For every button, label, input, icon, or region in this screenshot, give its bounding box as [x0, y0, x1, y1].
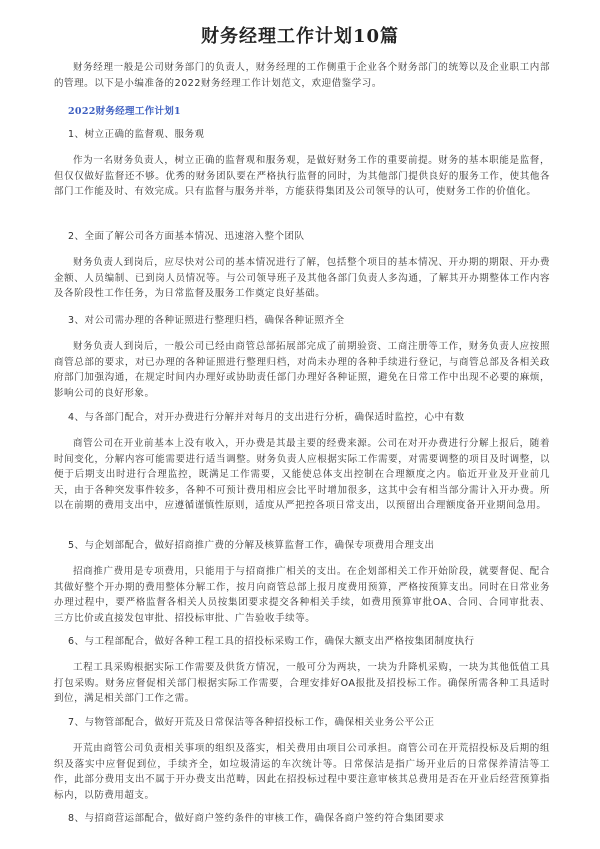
- section-heading-8: 8、与招商营运部配合，做好商户签约条件的审核工作，确保各商户签约符合集团要求: [68, 813, 445, 824]
- section-body-5: 招商推广费用是专项费用，只能用于与招商推广相关的支出。在企划部相关工作开始阶段，就要督促、配合其做好整个开办期的费用整体分解工作，按月向商管总部上报月度费用预算，严格按预算支出。同时在日常业务办理过程中，要严格监督各相关人员按集团要求提交各种相关手续，如费用预算审批OA、合同、合同审批表、三方比价或直接发包审批、招投标审批、广告验收手续等。: [54, 566, 550, 624]
- section-subtitle: 2022财务经理工作计划1: [68, 106, 181, 117]
- section-body-3: 财务负责人到岗后，一般公司已经由商管总部拓展部完成了前期验资、工商注册等工作，财务负责人应按照商管总部的要求，对已办理的各种证照进行整理归档，对尚未办理的各种手续进行登记，与商管总部及各相关政府部门加强沟通，在规定时间内办理好或协助责任部门办理好各种证照，避免在日常工作中出现不必要的麻烦，影响公司的良好形象。: [54, 341, 550, 399]
- section-body-1: 作为一名财务负责人，树立正确的监督观和服务观，是做好财务工作的重要前提。财务的基本职能是监督，但仅仅做好监督还不够。优秀的财务团队要在严格执行监督的同时，为其他部门提供良好的服务工作，使其他各部门工作能及时、有效完成。只有监督与服务并举，方能获得集团及公司领导的认可，使财务工作的价值化。: [54, 155, 550, 197]
- section-heading-7: 7、与物管部配合，做好开荒及日常保洁等各种招投标工作，确保相关业务公平公正: [68, 717, 435, 728]
- section-body-2: 财务负责人到岗后，应尽快对公司的基本情况进行了解，包括整个项目的基本情况、开办期的期限、开办费金额、人员编制、已到岗人员情况等。与公司领导班子及其他各部门负责人多沟通，了解其开办期整体工作内容及各阶段性工作任务，为日常监督及服务工作奠定良好基础。: [54, 257, 550, 299]
- intro-paragraph: 财务经理一般是公司财务部门的负责人，财务经理的工作侧重于企业各个财务部门的统筹以及企业职工内部的管理。以下是小编准备的2022财务经理工作计划范文，欢迎借鉴学习。: [54, 62, 550, 89]
- section-body-4: 商管公司在开业前基本上没有收入，开办费是其最主要的经费来源。公司在对开办费进行分解上报后，随着时间变化，分解内容可能需要进行适当调整。财务负责人应根据实际工作需要，对需要调整的项目及时调整，以便于后期支出时进行合理监控，既满足工作需要，又能使总体支出控制在合理额度之内。临近开业及开业前几天，由于各种突发事件较多，各种不可预计费用相应会比平时增加很多，这其中会有相当部分需计入开办费。所以在前期的费用支出中，应遵循谨慎性原则，适度从严把控各项日常支出，以预留出合理额度备开业期间急用。: [54, 438, 550, 511]
- section-heading-2: 2、全面了解公司各方面基本情况、迅速溶入整个团队: [68, 231, 305, 242]
- section-heading-4: 4、与各部门配合，对开办费进行分解并对每月的支出进行分析，确保适时监控，心中有数: [68, 412, 465, 423]
- section-body-6: 工程工具采购根据实际工作需要及供货方情况，一般可分为两块，一块为升降机采购，一块为其他低值工具打包采购。财务应督促相关部门根据实际工作需要，合理安排好OA报批及招投标工作。确保所需各种工具适时到位，满足相关部门工作之需。: [54, 662, 550, 704]
- page-title: 财务经理工作计划10篇: [200, 26, 400, 47]
- section-heading-3: 3、对公司需办理的各种证照进行整理归档，确保各种证照齐全: [68, 315, 345, 326]
- section-heading-5: 5、与企划部配合，做好招商推广费的分解及核算监督工作，确保专项费用合理支出: [68, 540, 435, 551]
- section-body-7: 开荒由商管公司负责相关事项的组织及落实，相关费用由项目公司承担。商管公司在开荒招投标及后期的组织及落实中应督促到位，手续齐全，如垃圾清运的车次统计等。日常保洁是指广场开业后的日常保养清洁等工作，此部分费用支出不属于开办费支出范畴，因此在招投标过程中要注意审核其总费用是否在开业后经营预算指标内，以防费用超支。: [54, 743, 550, 801]
- section-heading-1: 1、树立正确的监督观、服务观: [68, 129, 205, 140]
- section-heading-6: 6、与工程部配合，做好各种工程工具的招投标采购工作，确保大额支出严格按集团制度执行: [68, 636, 475, 647]
